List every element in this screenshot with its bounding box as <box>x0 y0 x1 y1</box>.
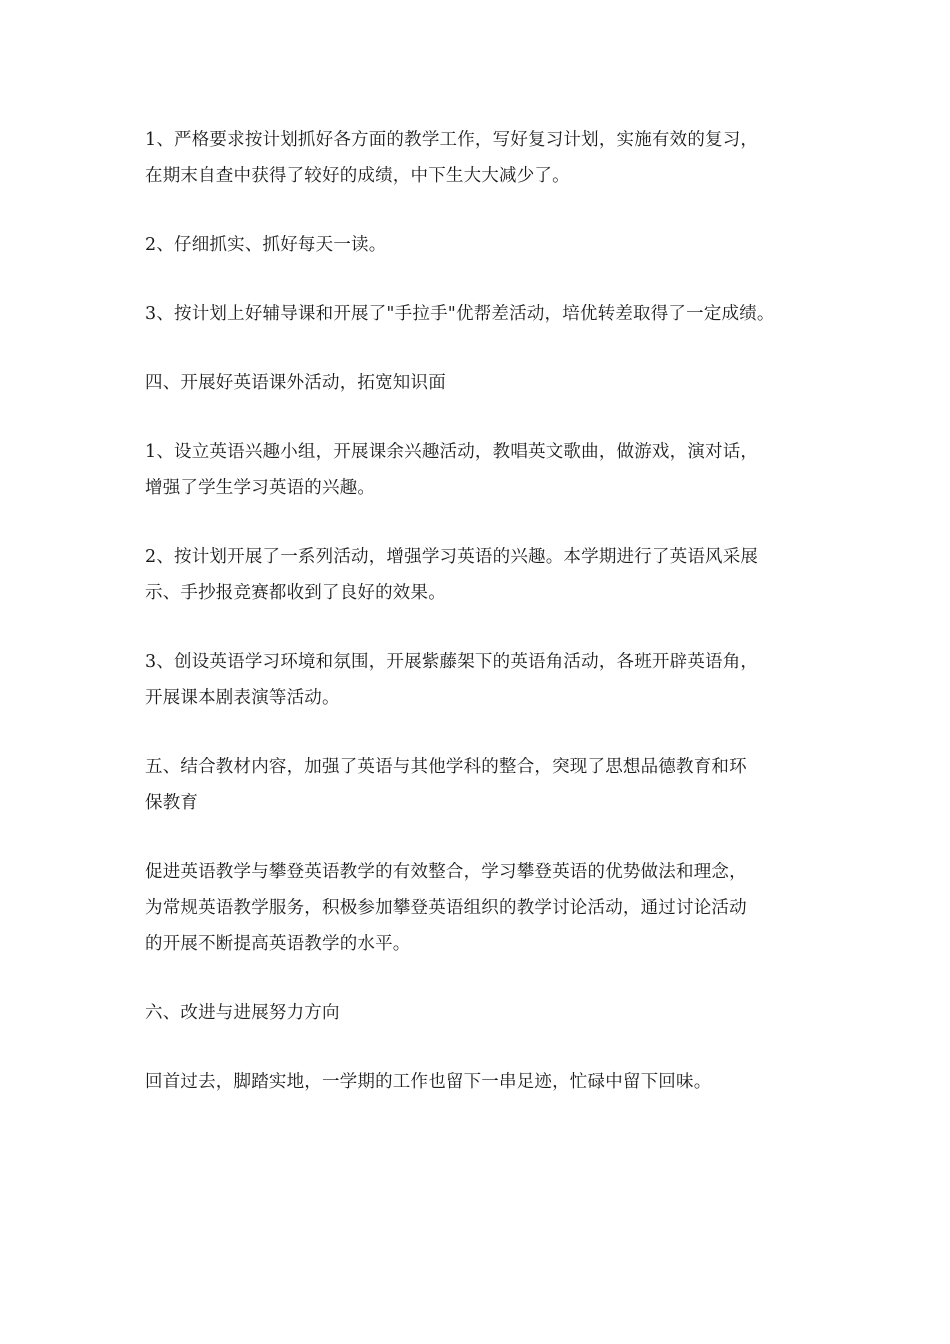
text-line: 四、开展好英语课外活动，拓宽知识面 <box>145 373 446 393</box>
text-line: 1、严格要求按计划抓好各方面的教学工作，写好复习计划，实施有效的复习， <box>145 130 759 150</box>
paragraph-interest-group <box>145 434 825 506</box>
section-heading-integration <box>145 749 825 821</box>
paragraph-panden-english <box>145 854 825 962</box>
text-line: 增强了学生学习英语的兴趣。 <box>145 478 376 498</box>
paragraph-closing <box>145 1064 825 1100</box>
paragraph-english-corner <box>145 644 825 716</box>
paragraph-tutoring <box>145 296 825 332</box>
document-body <box>145 122 825 1133</box>
text-line: 2、按计划开展了一系列活动，增强学习英语的兴趣。本学期进行了英语风采展 <box>145 547 759 567</box>
text-line: 五、结合教材内容，加强了英语与其他学科的整合，突现了思想品德教育和环 <box>145 757 747 777</box>
text-line: 在期末自查中获得了较好的成绩，中下生大大减少了。 <box>145 166 570 186</box>
paragraph-review-plan <box>145 122 825 194</box>
text-line: 保教育 <box>145 793 199 813</box>
text-line: 1、设立英语兴趣小组，开展课余兴趣活动，教唱英文歌曲，做游戏，演对话， <box>145 442 759 462</box>
text-line: 六、改进与进展努力方向 <box>145 1003 340 1023</box>
text-line: 为常规英语教学服务，积极参加攀登英语组织的教学讨论活动，通过讨论活动 <box>145 898 747 918</box>
text-line: 的开展不断提高英语教学的水平。 <box>145 934 411 954</box>
text-line: 示、手抄报竞赛都收到了良好的效果。 <box>145 583 446 603</box>
text-line: 2、仔细抓实、抓好每天一读。 <box>145 235 387 255</box>
text-line: 3、按计划上好辅导课和开展了"手拉手"优帮差活动，培优转差取得了一定成绩。 <box>145 304 775 324</box>
section-heading-extracurricular <box>145 365 825 401</box>
text-line: 促进英语教学与攀登英语教学的有效整合，学习攀登英语的优势做法和理念， <box>145 862 747 882</box>
text-line: 开展课本剧表演等活动。 <box>145 688 340 708</box>
paragraph-daily-reading <box>145 227 825 263</box>
text-line: 3、创设英语学习环境和氛围，开展紫藤架下的英语角活动，各班开辟英语角， <box>145 652 759 672</box>
paragraph-activities <box>145 539 825 611</box>
text-line: 回首过去，脚踏实地，一学期的工作也留下一串足迹，忙碌中留下回味。 <box>145 1072 712 1092</box>
section-heading-improvement <box>145 995 825 1031</box>
